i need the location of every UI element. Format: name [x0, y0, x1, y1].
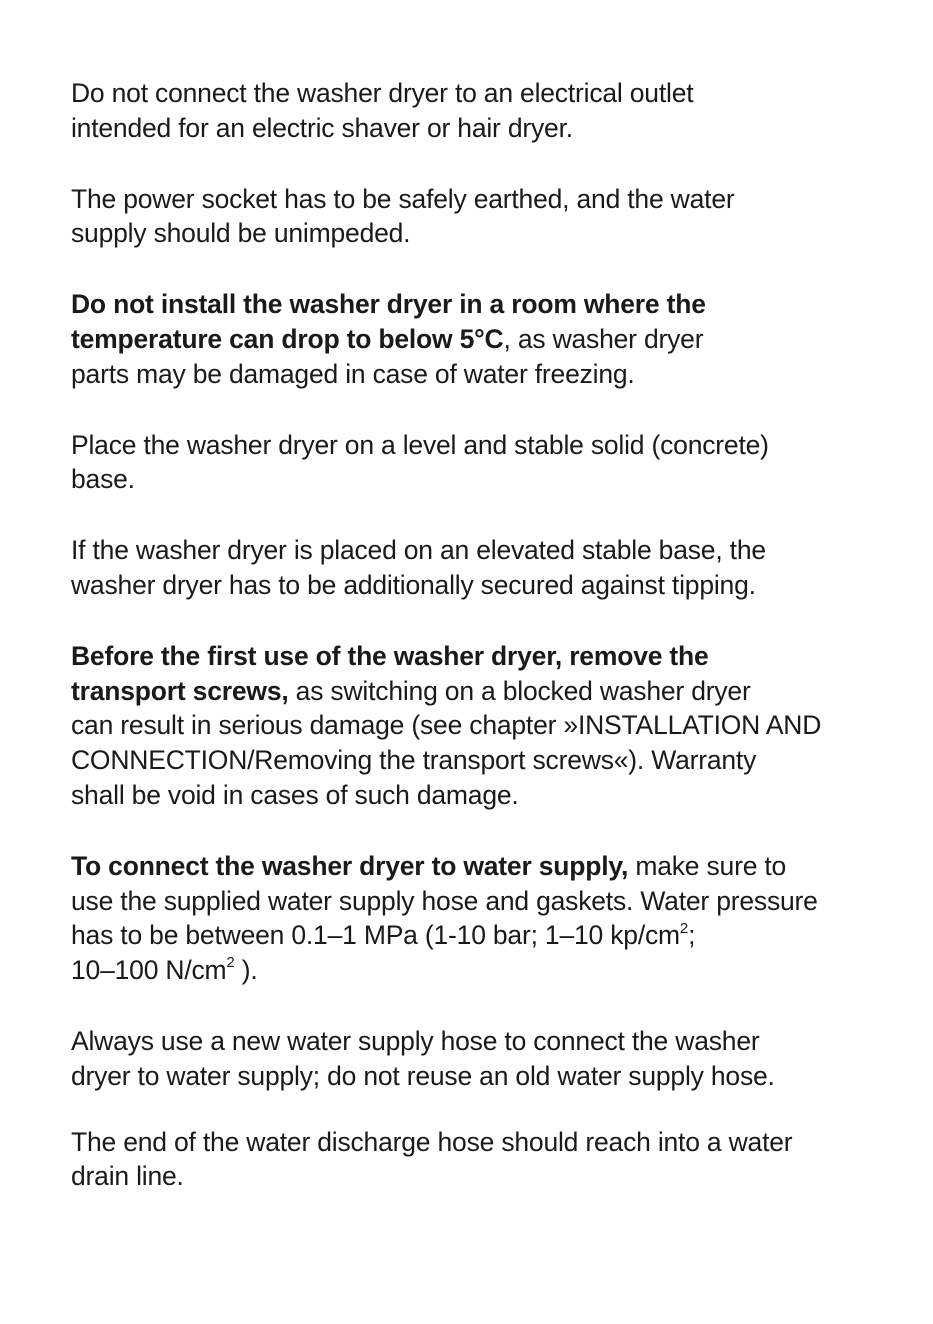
text-line: washer dryer has to be additionally secured against tipping. [71, 569, 756, 600]
paragraph-earthing [71, 182, 891, 252]
text-line: base. [71, 464, 135, 495]
paragraph-new-hose [71, 1024, 891, 1094]
text-line: dryer to water supply; do not reuse an old water supply hose. [71, 1060, 775, 1091]
text-line: can result in serious damage (see chapter »INSTALLATION AND [71, 710, 822, 741]
paragraph-discharge-hose [71, 1125, 891, 1195]
text-line: The end of the water discharge hose should reach into a water [71, 1126, 793, 1157]
superscript: 2 [226, 954, 235, 972]
text-line: supply should be unimpeded. [71, 218, 411, 249]
bold-text-line: Do not install the washer dryer in a room where the [71, 289, 706, 320]
document-page [71, 76, 891, 1230]
text: ; [688, 920, 696, 951]
bold-text: transport screws, [71, 675, 289, 706]
text-line [71, 674, 891, 709]
text-line [71, 322, 891, 357]
bold-text-line: Before the first use of the washer dryer, remove the [71, 640, 709, 671]
text: has to be between 0.1–1 MPa (1-10 bar; 1–10 kp/cm [71, 920, 680, 951]
bold-text: To connect the washer dryer to water supply, [71, 850, 629, 881]
paragraph-water-supply [71, 849, 891, 988]
paragraph-transport-screws [71, 639, 891, 813]
bold-text: temperature can drop to below 5°C [71, 323, 504, 354]
paragraph-temperature-warning [71, 287, 891, 391]
text: as switching on a blocked washer dryer [288, 675, 751, 706]
text-line: Place the washer dryer on a level and stable solid (concrete) [71, 429, 769, 460]
text: ). [234, 955, 258, 986]
text-line: shall be void in cases of such damage. [71, 779, 519, 810]
text-line: Always use a new water supply hose to connect the washer [71, 1025, 760, 1056]
superscript: 2 [679, 919, 689, 937]
text-line: intended for an electric shaver or hair dryer. [71, 112, 573, 143]
text-line: The power socket has to be safely earthed, and the water [71, 183, 735, 214]
text-line: If the washer dryer is placed on an elevated stable base, the [71, 535, 766, 566]
text: , as washer dryer [503, 323, 704, 354]
text-line: Do not connect the washer dryer to an electrical outlet [71, 78, 694, 108]
text-line: use the supplied water supply hose and gaskets. Water pressure [71, 885, 818, 916]
text-line [71, 849, 891, 884]
paragraph-level-base [71, 428, 891, 498]
text: make sure to [628, 850, 787, 881]
paragraph-outlet-warning [71, 76, 891, 146]
text-line [71, 953, 891, 988]
text-line [71, 918, 891, 953]
text: 10–100 N/cm [71, 955, 227, 986]
text-line: parts may be damaged in case of water freezing. [71, 358, 635, 389]
text-line: CONNECTION/Removing the transport screws«). Warranty [71, 745, 757, 776]
text-line: drain line. [71, 1161, 184, 1192]
paragraph-elevated-base [71, 533, 891, 603]
